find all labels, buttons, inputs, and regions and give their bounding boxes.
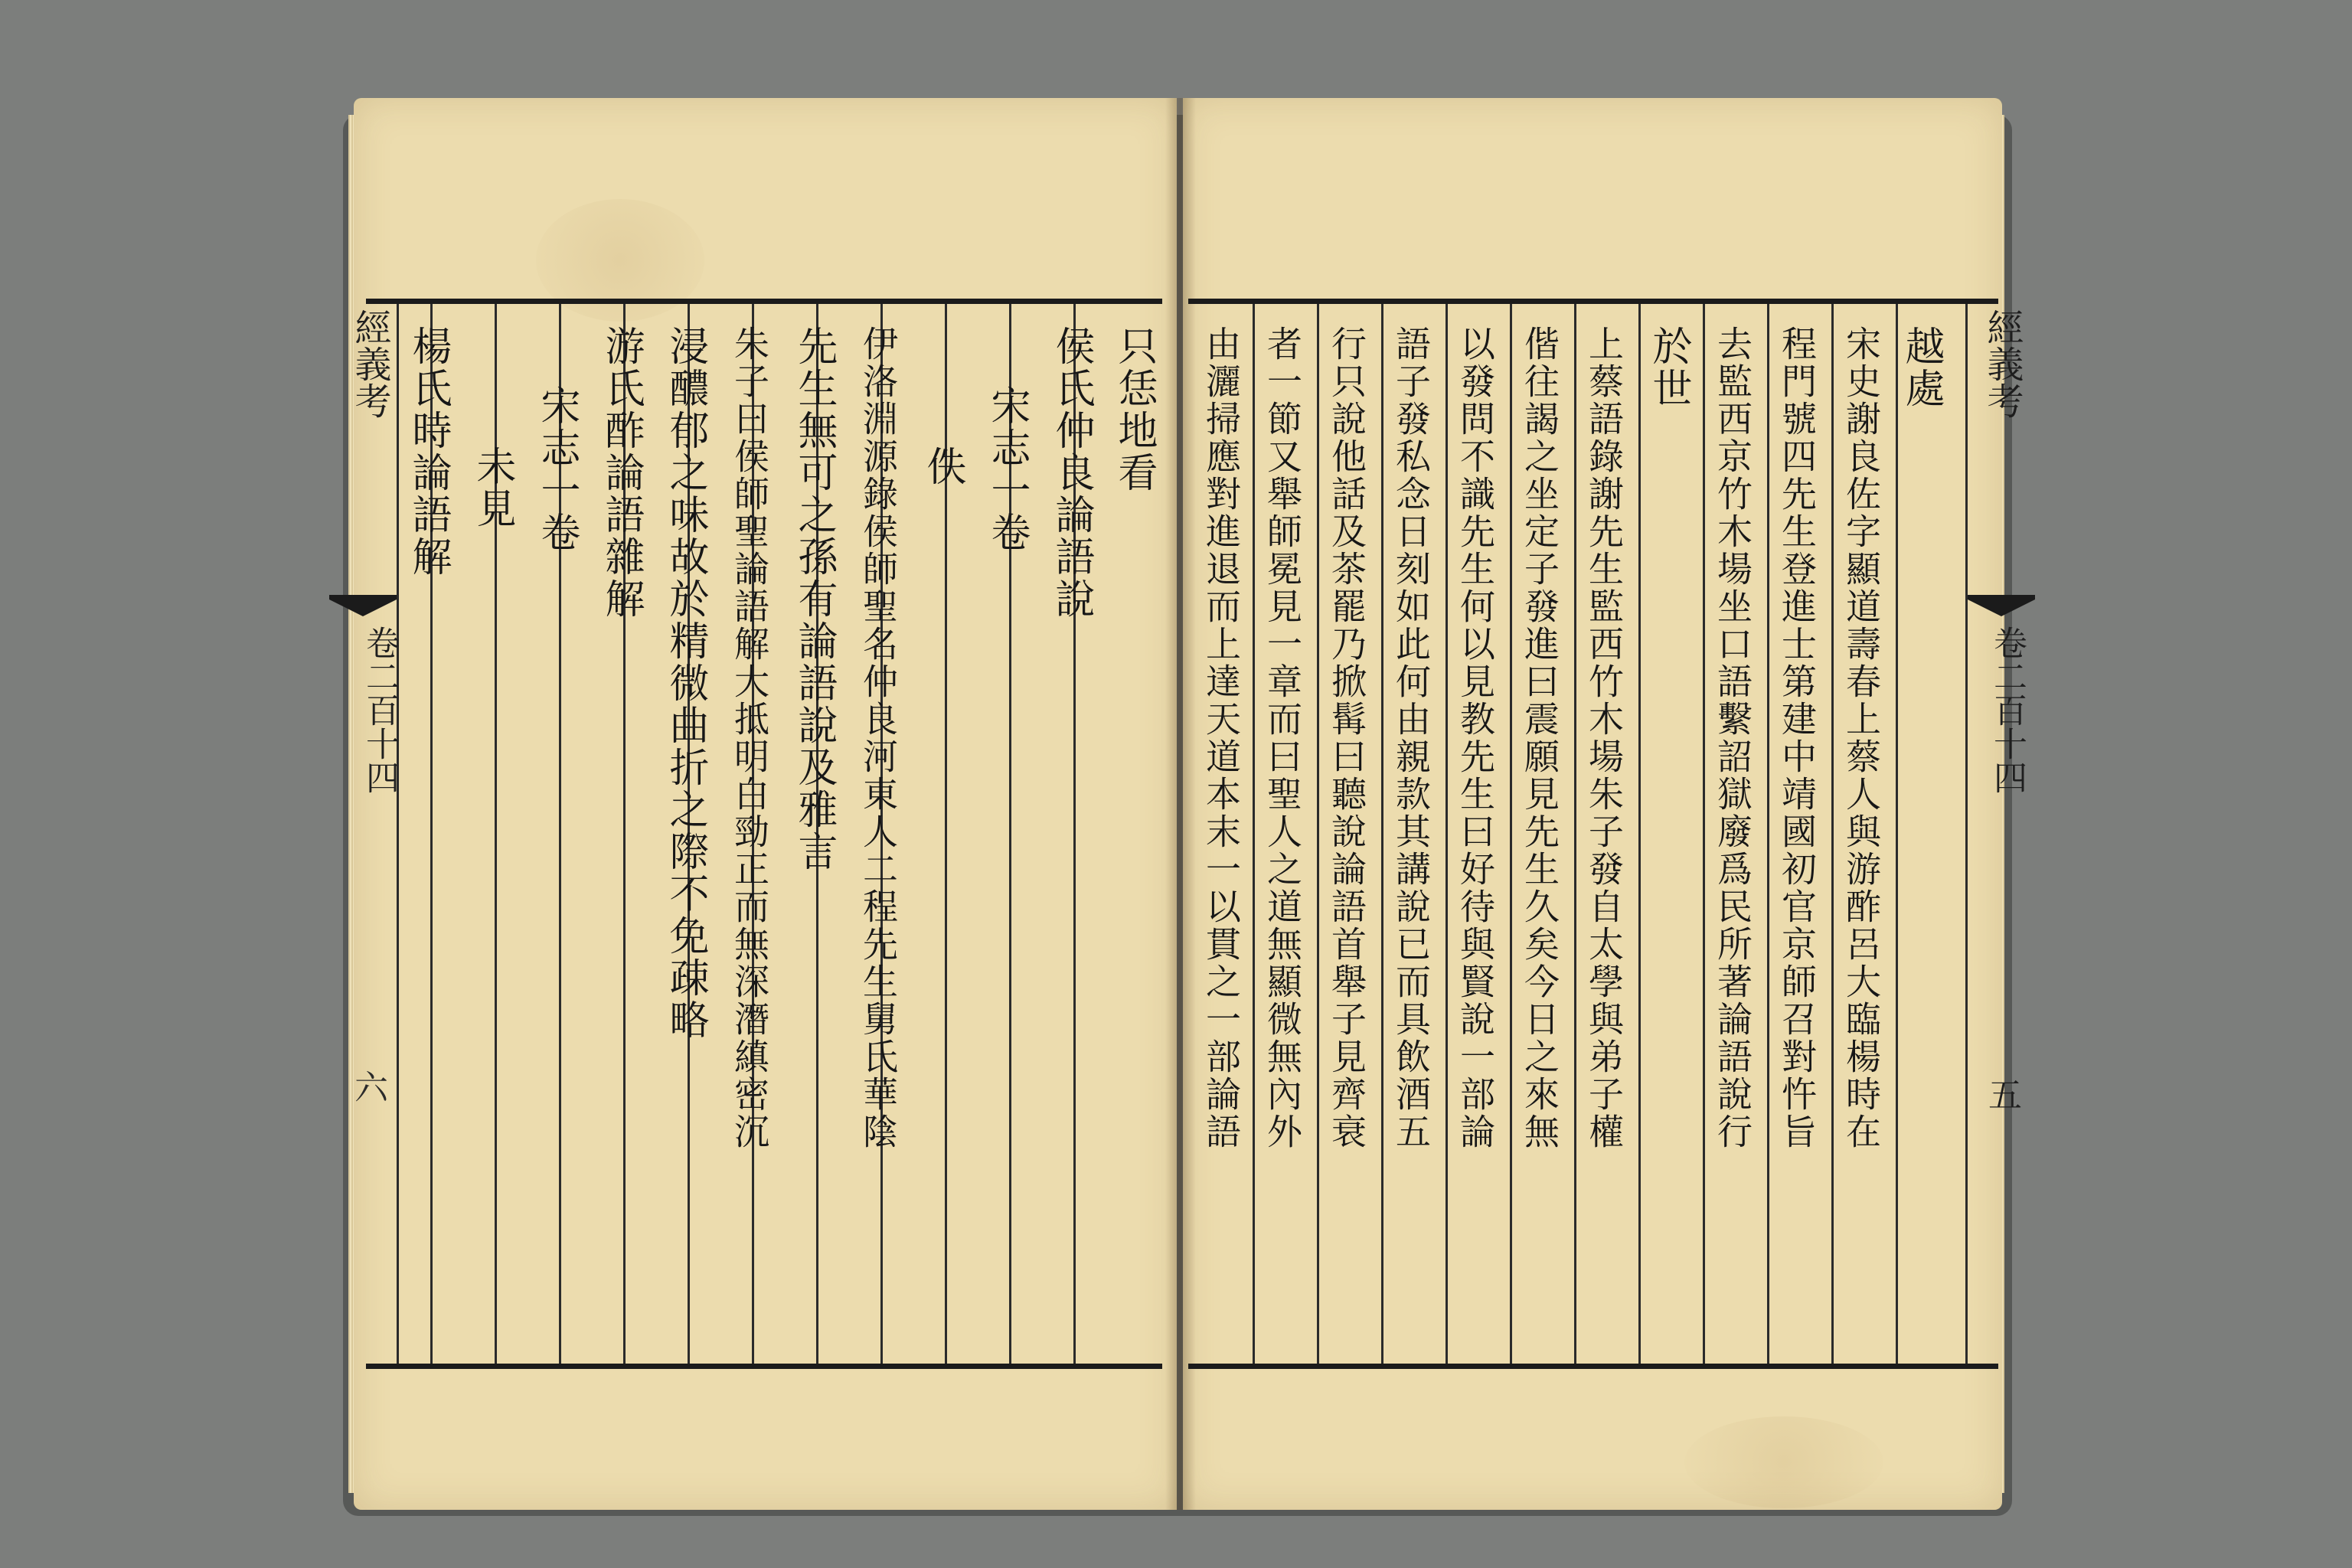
left-text-frame xyxy=(348,299,1162,1369)
text-column-6: 先生無可之孫有論語說及雅言 xyxy=(791,325,837,873)
text-column-12: 由灑掃應對進退而上達天道本末一以貫之一部論語 xyxy=(1200,325,1242,1151)
right-page-volume: 卷二百十四 xyxy=(1988,626,2027,794)
text-column-2: 侯氏仲良論語說 xyxy=(1048,325,1094,620)
text-column-3: 程門號四先生登進士第建中靖國初官京師召對忤旨 xyxy=(1776,325,1818,1151)
text-column-8: 浸醲郁之味故於精微曲折之際不免疎略 xyxy=(662,325,708,1041)
right-text-frame xyxy=(1188,299,2027,1369)
text-column-10: 宋志一卷 xyxy=(534,385,580,554)
left-page-volume: 卷二百十四 xyxy=(360,626,399,794)
text-column-12: 楊氏時論語解 xyxy=(405,325,451,578)
text-column-9: 游氏酢論語雜解 xyxy=(598,325,644,620)
text-column-7: 偕往謁之坐定子發進曰震願見先生久矣今日之來無 xyxy=(1519,325,1560,1151)
fishtail-mark xyxy=(1968,595,2035,618)
column-rule xyxy=(1638,304,1641,1364)
left-page-center-strip xyxy=(329,304,399,1364)
left-page-header: 經義考 xyxy=(348,309,391,419)
text-column-11: 未見 xyxy=(469,446,515,530)
text-column-1: 只恁地看 xyxy=(1111,325,1157,494)
right-page-center-strip xyxy=(1965,304,2035,1364)
text-column-2: 宋史謝良佐字顯道壽春上蔡人與游酢呂大臨楊時在 xyxy=(1841,325,1882,1151)
text-column-1: 越處 xyxy=(1898,325,1944,410)
right-page-leaf-number: 五 xyxy=(1982,1077,2021,1111)
text-column-6: 上蔡語錄謝先生監西竹木場朱子發自太學與弟子權 xyxy=(1583,325,1625,1151)
text-column-8: 以發問不識先生何以見教先生曰好待與賢說一部論 xyxy=(1455,325,1496,1151)
left-page-leaf-number: 六 xyxy=(348,1070,387,1103)
text-column-4: 佚 xyxy=(920,446,965,488)
text-column-9: 語子發私念日刻如此何由親款其講說已而具飲酒五 xyxy=(1390,325,1432,1151)
paper-stain xyxy=(1684,1416,1883,1508)
text-column-5: 於世 xyxy=(1645,325,1691,410)
column-rule xyxy=(1896,304,1898,1364)
text-column-7: 朱子曰侯師聖論語解大抵明白勁正而無深潛縝密沉 xyxy=(729,325,770,1151)
text-column-5: 伊洛淵源錄侯師聖名仲良河東人二程先生舅氏華陰 xyxy=(858,325,899,1151)
text-column-11: 者一節又舉師冕見一章而曰聖人之道無顯微無內外 xyxy=(1262,325,1303,1151)
text-column-10: 行只說他話及茶罷乃掀髯曰聽說論語首舉子見齊衰 xyxy=(1326,325,1367,1151)
text-column-3: 宋志一卷 xyxy=(984,385,1030,554)
fishtail-mark xyxy=(329,595,397,618)
right-page-header: 經義考 xyxy=(1981,309,2024,419)
text-column-4: 去監西京竹木場坐口語繫詔獄廢爲民所著論語說行 xyxy=(1712,325,1753,1151)
